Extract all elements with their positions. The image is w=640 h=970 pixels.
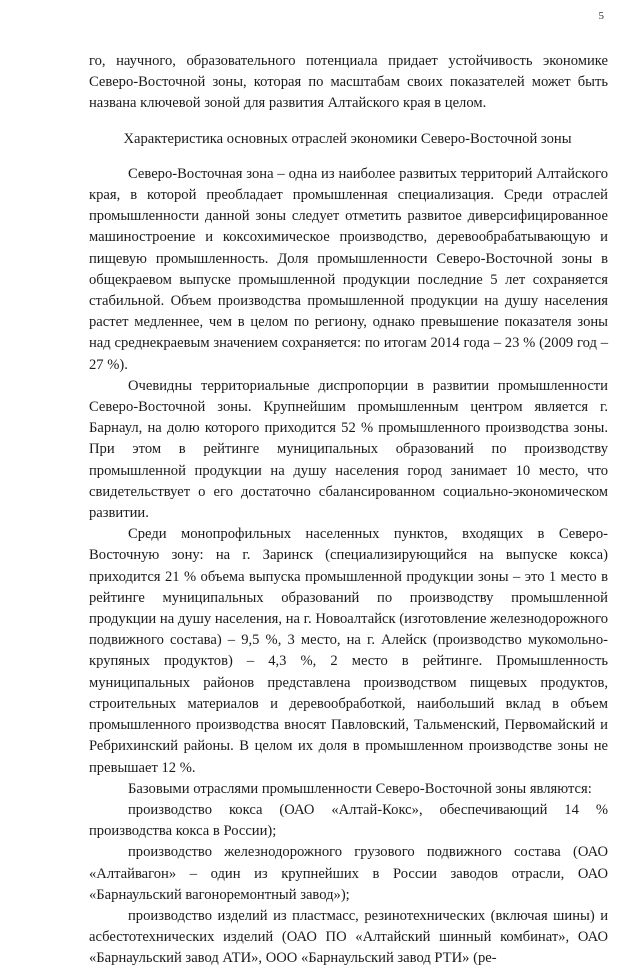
section-heading: Характеристика основных отраслей экономики Северо-Восточной зоны [123,130,572,147]
list-item: производство железнодорожного грузового подвижного состава (ОАО «Алтайвагон» – один из крупнейших в России заводов отрасли, ОАО «Барнаульский вагоноремонтный завод»); [89,844,608,903]
document-body [89,51,608,970]
paragraph: Очевидны территориальные диспропорции в развитии промышленности Северо-Восточной зоны. Крупнейшим промышленным центром является г. Барнаул, на долю которого приходится 52 % промышленного производства зоны. При этом в рейтинге муниципальных образований по производству промышленной продукции на душу населения город занимает 10 место, что свидетельствует о его достаточно сбалансированном социально-экономическом развитии. [89,377,608,522]
list-item: производство изделий из пластмасс, резинотехнических (включая шины) и асбестотехнических изделий (ОАО ПО «Алтайский шинный комбинат», ОАО «Барнаульский завод АТИ», ООО «Барнаульский завод РТИ» (ре- [89,907,608,967]
list-item: производство кокса (ОАО «Алтай-Кокс», обеспечивающий 14 % производства кокса в России); [89,801,608,840]
paragraph: Среди монопрофильных населенных пунктов, входящих в Северо-Восточную зону: на г. Заринск (специализирующийся на выпуске кокса) приходится 21 % объема выпуска промышленной продукции зоны – это 1 место в рейтинге муниципальных образований по производству промышленной продукции на душу населения, на г. Новоалтайск (изготовление железнодорожного подвижного состава) – 9,5 %, 3 место, на г. Алейск (производство мукомольно-крупяных продуктов) – 4,3 %, 2 место в рейтинге. Промышленность муниципальных районов представлена производством пищевых продуктов, строительных материалов и деревообработкой, наибольший вклад в объем промышленного производства вносят Павловский, Тальменский, Первомайский и Ребрихинский районы. В целом их доля в промышленном производстве зоны не превышает 12 %. [89,526,608,776]
page-number: 5 [598,10,604,22]
paragraph: Северо-Восточная зона – одна из наиболее развитых территорий Алтайского края, в которой преобладает промышленная специализация. Среди отраслей промышленности данной зоны следует отметить развитое диверсифицированное машиностроение и коксохимическое производство, деревообрабатывающую и пищевую промышленность. Доля промышленности Северо-Восточной зоны в общекраевом выпуске промышленной продукции последние 5 лет сохраняется стабильной. Объем производства промышленной продукции на душу населения растет медленнее, чем в целом по региону, однако превышение показателя зоны над среднекраевым значением сохраняется: по итогам 2014 года – 23 % (2009 год – 27 %). [89,165,608,373]
paragraph-continuation: го, научного, образовательного потенциала придает устойчивость экономике Северо-Восточной зоны, которая по масштабам своих показателей может быть названа ключевой зоной для развития Алтайского края в целом. [89,53,608,112]
paragraph: Базовыми отраслями промышленности Северо-Восточной зоны являются: [128,780,592,797]
